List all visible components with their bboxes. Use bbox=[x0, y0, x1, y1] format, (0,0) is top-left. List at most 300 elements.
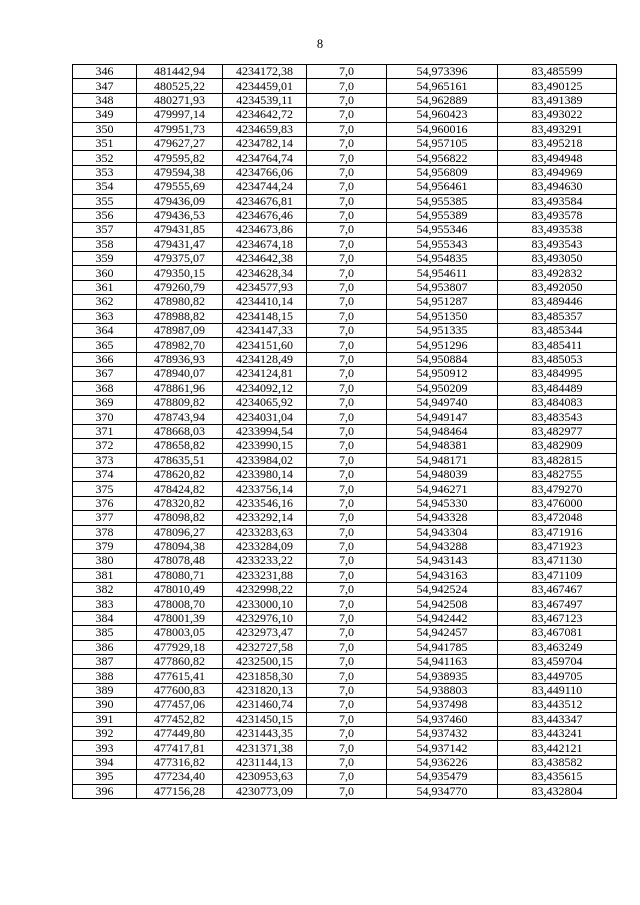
height-cell: 7,0 bbox=[307, 410, 387, 424]
table-row bbox=[73, 683, 617, 697]
height-cell: 7,0 bbox=[307, 237, 387, 251]
x-coordinate-cell: 478078,48 bbox=[137, 554, 223, 568]
height-cell: 7,0 bbox=[307, 482, 387, 496]
x-coordinate-cell: 478980,82 bbox=[137, 295, 223, 309]
point-number-cell: 362 bbox=[73, 295, 137, 309]
y-coordinate-cell: 4234031,04 bbox=[223, 410, 307, 424]
x-coordinate-cell: 478003,05 bbox=[137, 626, 223, 640]
height-cell: 7,0 bbox=[307, 655, 387, 669]
point-number-cell: 346 bbox=[73, 65, 137, 79]
point-number-cell: 351 bbox=[73, 136, 137, 150]
table-row bbox=[73, 640, 617, 654]
y-coordinate-cell: 4233000,10 bbox=[223, 597, 307, 611]
latitude-cell: 54,954611 bbox=[387, 266, 498, 280]
table-row bbox=[73, 669, 617, 683]
y-coordinate-cell: 4233292,14 bbox=[223, 511, 307, 525]
x-coordinate-cell: 479594,38 bbox=[137, 165, 223, 179]
point-number-cell: 391 bbox=[73, 712, 137, 726]
y-coordinate-cell: 4234148,15 bbox=[223, 309, 307, 323]
x-coordinate-cell: 477860,82 bbox=[137, 655, 223, 669]
x-coordinate-cell: 479436,09 bbox=[137, 194, 223, 208]
longitude-cell: 83,484995 bbox=[498, 367, 617, 381]
latitude-cell: 54,937432 bbox=[387, 726, 498, 740]
coordinates-table bbox=[72, 64, 617, 799]
latitude-cell: 54,949740 bbox=[387, 395, 498, 409]
height-cell: 7,0 bbox=[307, 741, 387, 755]
latitude-cell: 54,951350 bbox=[387, 309, 498, 323]
height-cell: 7,0 bbox=[307, 554, 387, 568]
point-number-cell: 363 bbox=[73, 309, 137, 323]
y-coordinate-cell: 4234764,74 bbox=[223, 151, 307, 165]
point-number-cell: 382 bbox=[73, 583, 137, 597]
table-row bbox=[73, 122, 617, 136]
y-coordinate-cell: 4234642,72 bbox=[223, 108, 307, 122]
table-row bbox=[73, 554, 617, 568]
point-number-cell: 384 bbox=[73, 611, 137, 625]
point-number-cell: 348 bbox=[73, 93, 137, 107]
longitude-cell: 83,467123 bbox=[498, 611, 617, 625]
longitude-cell: 83,435615 bbox=[498, 770, 617, 784]
latitude-cell: 54,943304 bbox=[387, 525, 498, 539]
latitude-cell: 54,950912 bbox=[387, 367, 498, 381]
x-coordinate-cell: 477234,40 bbox=[137, 770, 223, 784]
y-coordinate-cell: 4230953,63 bbox=[223, 770, 307, 784]
y-coordinate-cell: 4233980,14 bbox=[223, 467, 307, 481]
table-row bbox=[73, 180, 617, 194]
table-row bbox=[73, 295, 617, 309]
x-coordinate-cell: 477156,28 bbox=[137, 784, 223, 798]
point-number-cell: 355 bbox=[73, 194, 137, 208]
longitude-cell: 83,471109 bbox=[498, 568, 617, 582]
x-coordinate-cell: 477457,06 bbox=[137, 698, 223, 712]
x-coordinate-cell: 478809,82 bbox=[137, 395, 223, 409]
table-row bbox=[73, 352, 617, 366]
y-coordinate-cell: 4234766,06 bbox=[223, 165, 307, 179]
table-row bbox=[73, 93, 617, 107]
height-cell: 7,0 bbox=[307, 453, 387, 467]
height-cell: 7,0 bbox=[307, 439, 387, 453]
point-number-cell: 366 bbox=[73, 352, 137, 366]
point-number-cell: 377 bbox=[73, 511, 137, 525]
table-row bbox=[73, 280, 617, 294]
longitude-cell: 83,438582 bbox=[498, 755, 617, 769]
longitude-cell: 83,493022 bbox=[498, 108, 617, 122]
height-cell: 7,0 bbox=[307, 611, 387, 625]
y-coordinate-cell: 4232500,15 bbox=[223, 655, 307, 669]
longitude-cell: 83,485053 bbox=[498, 352, 617, 366]
table-row bbox=[73, 611, 617, 625]
point-number-cell: 349 bbox=[73, 108, 137, 122]
longitude-cell: 83,471923 bbox=[498, 539, 617, 553]
y-coordinate-cell: 4233990,15 bbox=[223, 439, 307, 453]
height-cell: 7,0 bbox=[307, 208, 387, 222]
height-cell: 7,0 bbox=[307, 79, 387, 93]
table-row bbox=[73, 626, 617, 640]
point-number-cell: 389 bbox=[73, 683, 137, 697]
point-number-cell: 386 bbox=[73, 640, 137, 654]
x-coordinate-cell: 479436,53 bbox=[137, 208, 223, 222]
point-number-cell: 368 bbox=[73, 381, 137, 395]
latitude-cell: 54,953807 bbox=[387, 280, 498, 294]
table-row bbox=[73, 309, 617, 323]
point-number-cell: 369 bbox=[73, 395, 137, 409]
height-cell: 7,0 bbox=[307, 381, 387, 395]
table-row bbox=[73, 467, 617, 481]
x-coordinate-cell: 478743,94 bbox=[137, 410, 223, 424]
x-coordinate-cell: 478988,82 bbox=[137, 309, 223, 323]
y-coordinate-cell: 4232727,58 bbox=[223, 640, 307, 654]
longitude-cell: 83,471130 bbox=[498, 554, 617, 568]
x-coordinate-cell: 478010,49 bbox=[137, 583, 223, 597]
x-coordinate-cell: 477452,82 bbox=[137, 712, 223, 726]
height-cell: 7,0 bbox=[307, 223, 387, 237]
y-coordinate-cell: 4234172,38 bbox=[223, 65, 307, 79]
table-row bbox=[73, 784, 617, 798]
x-coordinate-cell: 481442,94 bbox=[137, 65, 223, 79]
latitude-cell: 54,948039 bbox=[387, 467, 498, 481]
longitude-cell: 83,482755 bbox=[498, 467, 617, 481]
y-coordinate-cell: 4234676,81 bbox=[223, 194, 307, 208]
x-coordinate-cell: 478635,51 bbox=[137, 453, 223, 467]
table-row bbox=[73, 539, 617, 553]
y-coordinate-cell: 4234577,93 bbox=[223, 280, 307, 294]
latitude-cell: 54,942457 bbox=[387, 626, 498, 640]
latitude-cell: 54,943143 bbox=[387, 554, 498, 568]
height-cell: 7,0 bbox=[307, 252, 387, 266]
x-coordinate-cell: 477929,18 bbox=[137, 640, 223, 654]
longitude-cell: 83,492832 bbox=[498, 266, 617, 280]
y-coordinate-cell: 4233284,09 bbox=[223, 539, 307, 553]
height-cell: 7,0 bbox=[307, 583, 387, 597]
height-cell: 7,0 bbox=[307, 324, 387, 338]
table-row bbox=[73, 439, 617, 453]
point-number-cell: 354 bbox=[73, 180, 137, 194]
point-number-cell: 371 bbox=[73, 424, 137, 438]
x-coordinate-cell: 478982,70 bbox=[137, 338, 223, 352]
y-coordinate-cell: 4234065,92 bbox=[223, 395, 307, 409]
height-cell: 7,0 bbox=[307, 309, 387, 323]
table-row bbox=[73, 453, 617, 467]
height-cell: 7,0 bbox=[307, 108, 387, 122]
x-coordinate-cell: 479595,82 bbox=[137, 151, 223, 165]
latitude-cell: 54,951335 bbox=[387, 324, 498, 338]
height-cell: 7,0 bbox=[307, 626, 387, 640]
latitude-cell: 54,973396 bbox=[387, 65, 498, 79]
longitude-cell: 83,493538 bbox=[498, 223, 617, 237]
x-coordinate-cell: 478424,82 bbox=[137, 482, 223, 496]
height-cell: 7,0 bbox=[307, 395, 387, 409]
longitude-cell: 83,494630 bbox=[498, 180, 617, 194]
height-cell: 7,0 bbox=[307, 266, 387, 280]
latitude-cell: 54,943328 bbox=[387, 511, 498, 525]
latitude-cell: 54,948381 bbox=[387, 439, 498, 453]
longitude-cell: 83,471916 bbox=[498, 525, 617, 539]
longitude-cell: 83,482977 bbox=[498, 424, 617, 438]
page-number: 8 bbox=[316, 37, 324, 51]
longitude-cell: 83,443241 bbox=[498, 726, 617, 740]
point-number-cell: 375 bbox=[73, 482, 137, 496]
table-row bbox=[73, 165, 617, 179]
x-coordinate-cell: 478094,38 bbox=[137, 539, 223, 553]
table-row bbox=[73, 367, 617, 381]
y-coordinate-cell: 4234673,86 bbox=[223, 223, 307, 237]
latitude-cell: 54,942442 bbox=[387, 611, 498, 625]
x-coordinate-cell: 478096,27 bbox=[137, 525, 223, 539]
x-coordinate-cell: 478620,82 bbox=[137, 467, 223, 481]
x-coordinate-cell: 477600,83 bbox=[137, 683, 223, 697]
height-cell: 7,0 bbox=[307, 338, 387, 352]
table-row bbox=[73, 381, 617, 395]
x-coordinate-cell: 479431,47 bbox=[137, 237, 223, 251]
x-coordinate-cell: 479997,14 bbox=[137, 108, 223, 122]
latitude-cell: 54,937460 bbox=[387, 712, 498, 726]
y-coordinate-cell: 4233756,14 bbox=[223, 482, 307, 496]
latitude-cell: 54,951296 bbox=[387, 338, 498, 352]
table-row bbox=[73, 65, 617, 79]
latitude-cell: 54,951287 bbox=[387, 295, 498, 309]
latitude-cell: 54,950884 bbox=[387, 352, 498, 366]
point-number-cell: 395 bbox=[73, 770, 137, 784]
latitude-cell: 54,957105 bbox=[387, 136, 498, 150]
height-cell: 7,0 bbox=[307, 496, 387, 510]
latitude-cell: 54,960423 bbox=[387, 108, 498, 122]
latitude-cell: 54,965161 bbox=[387, 79, 498, 93]
y-coordinate-cell: 4233231,88 bbox=[223, 568, 307, 582]
longitude-cell: 83,493291 bbox=[498, 122, 617, 136]
table-row bbox=[73, 266, 617, 280]
point-number-cell: 393 bbox=[73, 741, 137, 755]
y-coordinate-cell: 4234628,34 bbox=[223, 266, 307, 280]
point-number-cell: 364 bbox=[73, 324, 137, 338]
table-row bbox=[73, 208, 617, 222]
height-cell: 7,0 bbox=[307, 295, 387, 309]
height-cell: 7,0 bbox=[307, 280, 387, 294]
coordinates-table-body bbox=[73, 65, 617, 799]
latitude-cell: 54,938803 bbox=[387, 683, 498, 697]
y-coordinate-cell: 4233994,54 bbox=[223, 424, 307, 438]
y-coordinate-cell: 4232973,47 bbox=[223, 626, 307, 640]
longitude-cell: 83,472048 bbox=[498, 511, 617, 525]
y-coordinate-cell: 4234151,60 bbox=[223, 338, 307, 352]
point-number-cell: 359 bbox=[73, 252, 137, 266]
latitude-cell: 54,941785 bbox=[387, 640, 498, 654]
height-cell: 7,0 bbox=[307, 136, 387, 150]
table-row bbox=[73, 424, 617, 438]
point-number-cell: 387 bbox=[73, 655, 137, 669]
height-cell: 7,0 bbox=[307, 712, 387, 726]
point-number-cell: 357 bbox=[73, 223, 137, 237]
height-cell: 7,0 bbox=[307, 367, 387, 381]
point-number-cell: 361 bbox=[73, 280, 137, 294]
x-coordinate-cell: 478080,71 bbox=[137, 568, 223, 582]
y-coordinate-cell: 4234676,46 bbox=[223, 208, 307, 222]
x-coordinate-cell: 477316,82 bbox=[137, 755, 223, 769]
longitude-cell: 83,432804 bbox=[498, 784, 617, 798]
height-cell: 7,0 bbox=[307, 539, 387, 553]
x-coordinate-cell: 477449,80 bbox=[137, 726, 223, 740]
table-row bbox=[73, 410, 617, 424]
point-number-cell: 353 bbox=[73, 165, 137, 179]
height-cell: 7,0 bbox=[307, 151, 387, 165]
x-coordinate-cell: 479375,07 bbox=[137, 252, 223, 266]
longitude-cell: 83,443347 bbox=[498, 712, 617, 726]
x-coordinate-cell: 479951,73 bbox=[137, 122, 223, 136]
latitude-cell: 54,960016 bbox=[387, 122, 498, 136]
x-coordinate-cell: 478008,70 bbox=[137, 597, 223, 611]
longitude-cell: 83,449110 bbox=[498, 683, 617, 697]
y-coordinate-cell: 4234124,81 bbox=[223, 367, 307, 381]
longitude-cell: 83,491389 bbox=[498, 93, 617, 107]
height-cell: 7,0 bbox=[307, 568, 387, 582]
longitude-cell: 83,494948 bbox=[498, 151, 617, 165]
table-row bbox=[73, 237, 617, 251]
y-coordinate-cell: 4234128,49 bbox=[223, 352, 307, 366]
table-row bbox=[73, 79, 617, 93]
table-row bbox=[73, 712, 617, 726]
point-number-cell: 373 bbox=[73, 453, 137, 467]
latitude-cell: 54,943163 bbox=[387, 568, 498, 582]
y-coordinate-cell: 4231858,30 bbox=[223, 669, 307, 683]
x-coordinate-cell: 478861,96 bbox=[137, 381, 223, 395]
longitude-cell: 83,489446 bbox=[498, 295, 617, 309]
x-coordinate-cell: 480271,93 bbox=[137, 93, 223, 107]
y-coordinate-cell: 4234642,38 bbox=[223, 252, 307, 266]
longitude-cell: 83,482909 bbox=[498, 439, 617, 453]
y-coordinate-cell: 4234092,12 bbox=[223, 381, 307, 395]
latitude-cell: 54,936226 bbox=[387, 755, 498, 769]
point-number-cell: 376 bbox=[73, 496, 137, 510]
table-row bbox=[73, 496, 617, 510]
height-cell: 7,0 bbox=[307, 180, 387, 194]
y-coordinate-cell: 4231371,38 bbox=[223, 741, 307, 755]
point-number-cell: 396 bbox=[73, 784, 137, 798]
latitude-cell: 54,937498 bbox=[387, 698, 498, 712]
height-cell: 7,0 bbox=[307, 467, 387, 481]
table-row bbox=[73, 395, 617, 409]
point-number-cell: 381 bbox=[73, 568, 137, 582]
x-coordinate-cell: 478098,82 bbox=[137, 511, 223, 525]
y-coordinate-cell: 4234539,11 bbox=[223, 93, 307, 107]
longitude-cell: 83,494969 bbox=[498, 165, 617, 179]
x-coordinate-cell: 478658,82 bbox=[137, 439, 223, 453]
height-cell: 7,0 bbox=[307, 525, 387, 539]
height-cell: 7,0 bbox=[307, 755, 387, 769]
latitude-cell: 54,962889 bbox=[387, 93, 498, 107]
longitude-cell: 83,485599 bbox=[498, 65, 617, 79]
table-row bbox=[73, 482, 617, 496]
latitude-cell: 54,954835 bbox=[387, 252, 498, 266]
x-coordinate-cell: 478987,09 bbox=[137, 324, 223, 338]
point-number-cell: 350 bbox=[73, 122, 137, 136]
height-cell: 7,0 bbox=[307, 194, 387, 208]
y-coordinate-cell: 4234459,01 bbox=[223, 79, 307, 93]
height-cell: 7,0 bbox=[307, 784, 387, 798]
table-row bbox=[73, 136, 617, 150]
longitude-cell: 83,493578 bbox=[498, 208, 617, 222]
table-row bbox=[73, 770, 617, 784]
y-coordinate-cell: 4234659,83 bbox=[223, 122, 307, 136]
height-cell: 7,0 bbox=[307, 65, 387, 79]
point-number-cell: 372 bbox=[73, 439, 137, 453]
table-row bbox=[73, 511, 617, 525]
y-coordinate-cell: 4231443,35 bbox=[223, 726, 307, 740]
table-row bbox=[73, 755, 617, 769]
latitude-cell: 54,943288 bbox=[387, 539, 498, 553]
longitude-cell: 83,482815 bbox=[498, 453, 617, 467]
point-number-cell: 367 bbox=[73, 367, 137, 381]
table-row bbox=[73, 252, 617, 266]
longitude-cell: 83,490125 bbox=[498, 79, 617, 93]
x-coordinate-cell: 480525,22 bbox=[137, 79, 223, 93]
y-coordinate-cell: 4232976,10 bbox=[223, 611, 307, 625]
latitude-cell: 54,955346 bbox=[387, 223, 498, 237]
longitude-cell: 83,476000 bbox=[498, 496, 617, 510]
height-cell: 7,0 bbox=[307, 597, 387, 611]
x-coordinate-cell: 478001,39 bbox=[137, 611, 223, 625]
latitude-cell: 54,937142 bbox=[387, 741, 498, 755]
height-cell: 7,0 bbox=[307, 726, 387, 740]
longitude-cell: 83,493584 bbox=[498, 194, 617, 208]
x-coordinate-cell: 478320,82 bbox=[137, 496, 223, 510]
table-row bbox=[73, 583, 617, 597]
point-number-cell: 374 bbox=[73, 467, 137, 481]
longitude-cell: 83,467467 bbox=[498, 583, 617, 597]
height-cell: 7,0 bbox=[307, 352, 387, 366]
y-coordinate-cell: 4234410,14 bbox=[223, 295, 307, 309]
x-coordinate-cell: 478936,93 bbox=[137, 352, 223, 366]
point-number-cell: 352 bbox=[73, 151, 137, 165]
table-row bbox=[73, 151, 617, 165]
latitude-cell: 54,938935 bbox=[387, 669, 498, 683]
longitude-cell: 83,493050 bbox=[498, 252, 617, 266]
longitude-cell: 83,443512 bbox=[498, 698, 617, 712]
table-row bbox=[73, 568, 617, 582]
longitude-cell: 83,467497 bbox=[498, 597, 617, 611]
table-row bbox=[73, 324, 617, 338]
y-coordinate-cell: 4233546,16 bbox=[223, 496, 307, 510]
height-cell: 7,0 bbox=[307, 511, 387, 525]
y-coordinate-cell: 4234782,14 bbox=[223, 136, 307, 150]
y-coordinate-cell: 4233233,22 bbox=[223, 554, 307, 568]
x-coordinate-cell: 478940,07 bbox=[137, 367, 223, 381]
point-number-cell: 383 bbox=[73, 597, 137, 611]
latitude-cell: 54,956822 bbox=[387, 151, 498, 165]
y-coordinate-cell: 4233283,63 bbox=[223, 525, 307, 539]
point-number-cell: 356 bbox=[73, 208, 137, 222]
y-coordinate-cell: 4230773,09 bbox=[223, 784, 307, 798]
height-cell: 7,0 bbox=[307, 93, 387, 107]
longitude-cell: 83,463249 bbox=[498, 640, 617, 654]
height-cell: 7,0 bbox=[307, 122, 387, 136]
table-row bbox=[73, 698, 617, 712]
table-row bbox=[73, 525, 617, 539]
point-number-cell: 390 bbox=[73, 698, 137, 712]
point-number-cell: 392 bbox=[73, 726, 137, 740]
latitude-cell: 54,955385 bbox=[387, 194, 498, 208]
latitude-cell: 54,956809 bbox=[387, 165, 498, 179]
longitude-cell: 83,467081 bbox=[498, 626, 617, 640]
latitude-cell: 54,941163 bbox=[387, 655, 498, 669]
height-cell: 7,0 bbox=[307, 770, 387, 784]
point-number-cell: 378 bbox=[73, 525, 137, 539]
y-coordinate-cell: 4231820,13 bbox=[223, 683, 307, 697]
longitude-cell: 83,493543 bbox=[498, 237, 617, 251]
point-number-cell: 385 bbox=[73, 626, 137, 640]
table-row bbox=[73, 223, 617, 237]
x-coordinate-cell: 477615,41 bbox=[137, 669, 223, 683]
point-number-cell: 379 bbox=[73, 539, 137, 553]
latitude-cell: 54,945330 bbox=[387, 496, 498, 510]
